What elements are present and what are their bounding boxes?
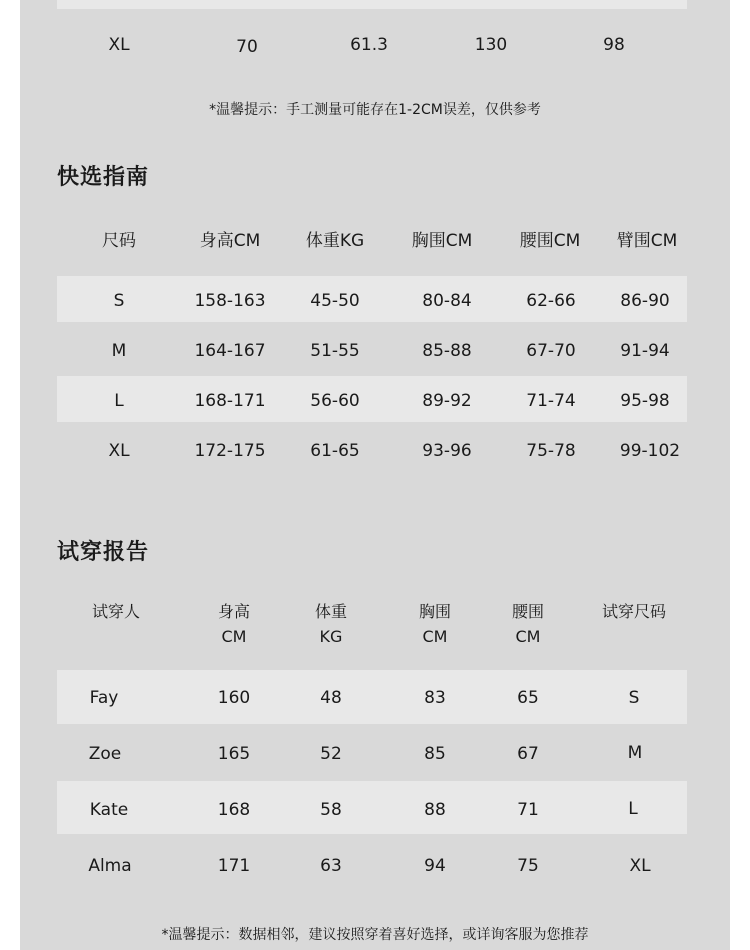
table-cell: 168-171 bbox=[194, 391, 266, 411]
table-cell: S bbox=[113, 291, 125, 311]
top-cell: XL bbox=[108, 35, 130, 55]
table-cell: 56-60 bbox=[310, 391, 360, 411]
table-cell: 65 bbox=[517, 688, 539, 708]
table-cell: 158-163 bbox=[194, 291, 266, 311]
table-cell: L bbox=[114, 391, 124, 411]
table-cell: 80-84 bbox=[422, 291, 472, 311]
header-waist: 腰围 CM bbox=[511, 602, 545, 646]
table-cell: S bbox=[628, 688, 640, 708]
header-size: 尺码 bbox=[102, 231, 136, 251]
top-cell: 61.3 bbox=[350, 35, 388, 55]
header-height: 身高CM bbox=[199, 231, 261, 251]
table-cell: 89-92 bbox=[422, 391, 472, 411]
top-cell: 70 bbox=[236, 37, 258, 57]
table-cell: 71 bbox=[517, 800, 539, 820]
table-cell: L bbox=[628, 799, 638, 819]
table-cell: Alma bbox=[88, 856, 132, 876]
table-cell: 62-66 bbox=[526, 291, 576, 311]
table-cell: 67-70 bbox=[526, 341, 576, 361]
table-cell: XL bbox=[629, 856, 651, 876]
table-cell: 160 bbox=[217, 688, 251, 708]
top-cell: 98 bbox=[603, 35, 625, 55]
table-cell: 58 bbox=[320, 800, 342, 820]
table-cell: 67 bbox=[517, 744, 539, 764]
table-cell: 75 bbox=[517, 856, 539, 876]
table-cell: 93-96 bbox=[422, 441, 472, 461]
header-chest: 胸围 CM bbox=[418, 602, 452, 646]
table-cell: M bbox=[111, 341, 127, 361]
table-cell: Kate bbox=[89, 800, 129, 820]
table-cell: 95-98 bbox=[620, 391, 670, 411]
table-cell: Zoe bbox=[88, 744, 122, 764]
header-chest: 胸围CM bbox=[411, 231, 473, 251]
table-cell: Fay bbox=[89, 688, 119, 708]
table-cell: 94 bbox=[424, 856, 446, 876]
table-cell: 71-74 bbox=[526, 391, 576, 411]
table-cell: 88 bbox=[424, 800, 446, 820]
table-cell: 171 bbox=[217, 856, 251, 876]
try-report-title: 试穿报告 bbox=[57, 540, 150, 565]
top-table-shaded-row bbox=[57, 0, 687, 9]
table-cell: 164-167 bbox=[194, 341, 266, 361]
table-cell: 51-55 bbox=[310, 341, 360, 361]
quick-guide-title: 快选指南 bbox=[57, 165, 150, 190]
table-cell: 91-94 bbox=[620, 341, 670, 361]
header-height: 身高 CM bbox=[217, 602, 251, 646]
table-cell: 52 bbox=[320, 744, 342, 764]
top-cell: 130 bbox=[474, 35, 508, 55]
header-weight: 体重KG bbox=[305, 231, 365, 251]
table-cell: 85-88 bbox=[422, 341, 472, 361]
table-row bbox=[57, 376, 687, 422]
table-row bbox=[57, 670, 687, 724]
measure-note: *温馨提示：手工测量可能存在1-2CM误差，仅供参考 bbox=[209, 102, 541, 118]
table-row bbox=[57, 781, 687, 834]
table-cell: 85 bbox=[424, 744, 446, 764]
table-cell: 75-78 bbox=[526, 441, 576, 461]
table-cell: 168 bbox=[217, 800, 251, 820]
recommend-note: *温馨提示：数据相邻，建议按照穿着喜好选择，或详询客服为您推荐 bbox=[161, 927, 589, 943]
table-cell: 86-90 bbox=[620, 291, 670, 311]
header-arm: 臂围CM bbox=[616, 231, 678, 251]
table-cell: 172-175 bbox=[194, 441, 266, 461]
table-cell: 45-50 bbox=[310, 291, 360, 311]
table-cell: 83 bbox=[424, 688, 446, 708]
table-cell: 61-65 bbox=[310, 441, 360, 461]
table-cell: 63 bbox=[320, 856, 342, 876]
header-tester: 试穿人 bbox=[91, 602, 141, 621]
table-cell: 99-102 bbox=[619, 441, 681, 461]
table-cell: M bbox=[627, 743, 643, 763]
table-cell: XL bbox=[108, 441, 130, 461]
header-weight: 体重 KG bbox=[314, 602, 348, 646]
table-cell: 48 bbox=[320, 688, 342, 708]
header-tried-size: 试穿尺码 bbox=[601, 602, 667, 621]
header-waist: 腰围CM bbox=[519, 231, 581, 251]
table-cell: 165 bbox=[217, 744, 251, 764]
table-row bbox=[57, 276, 687, 322]
